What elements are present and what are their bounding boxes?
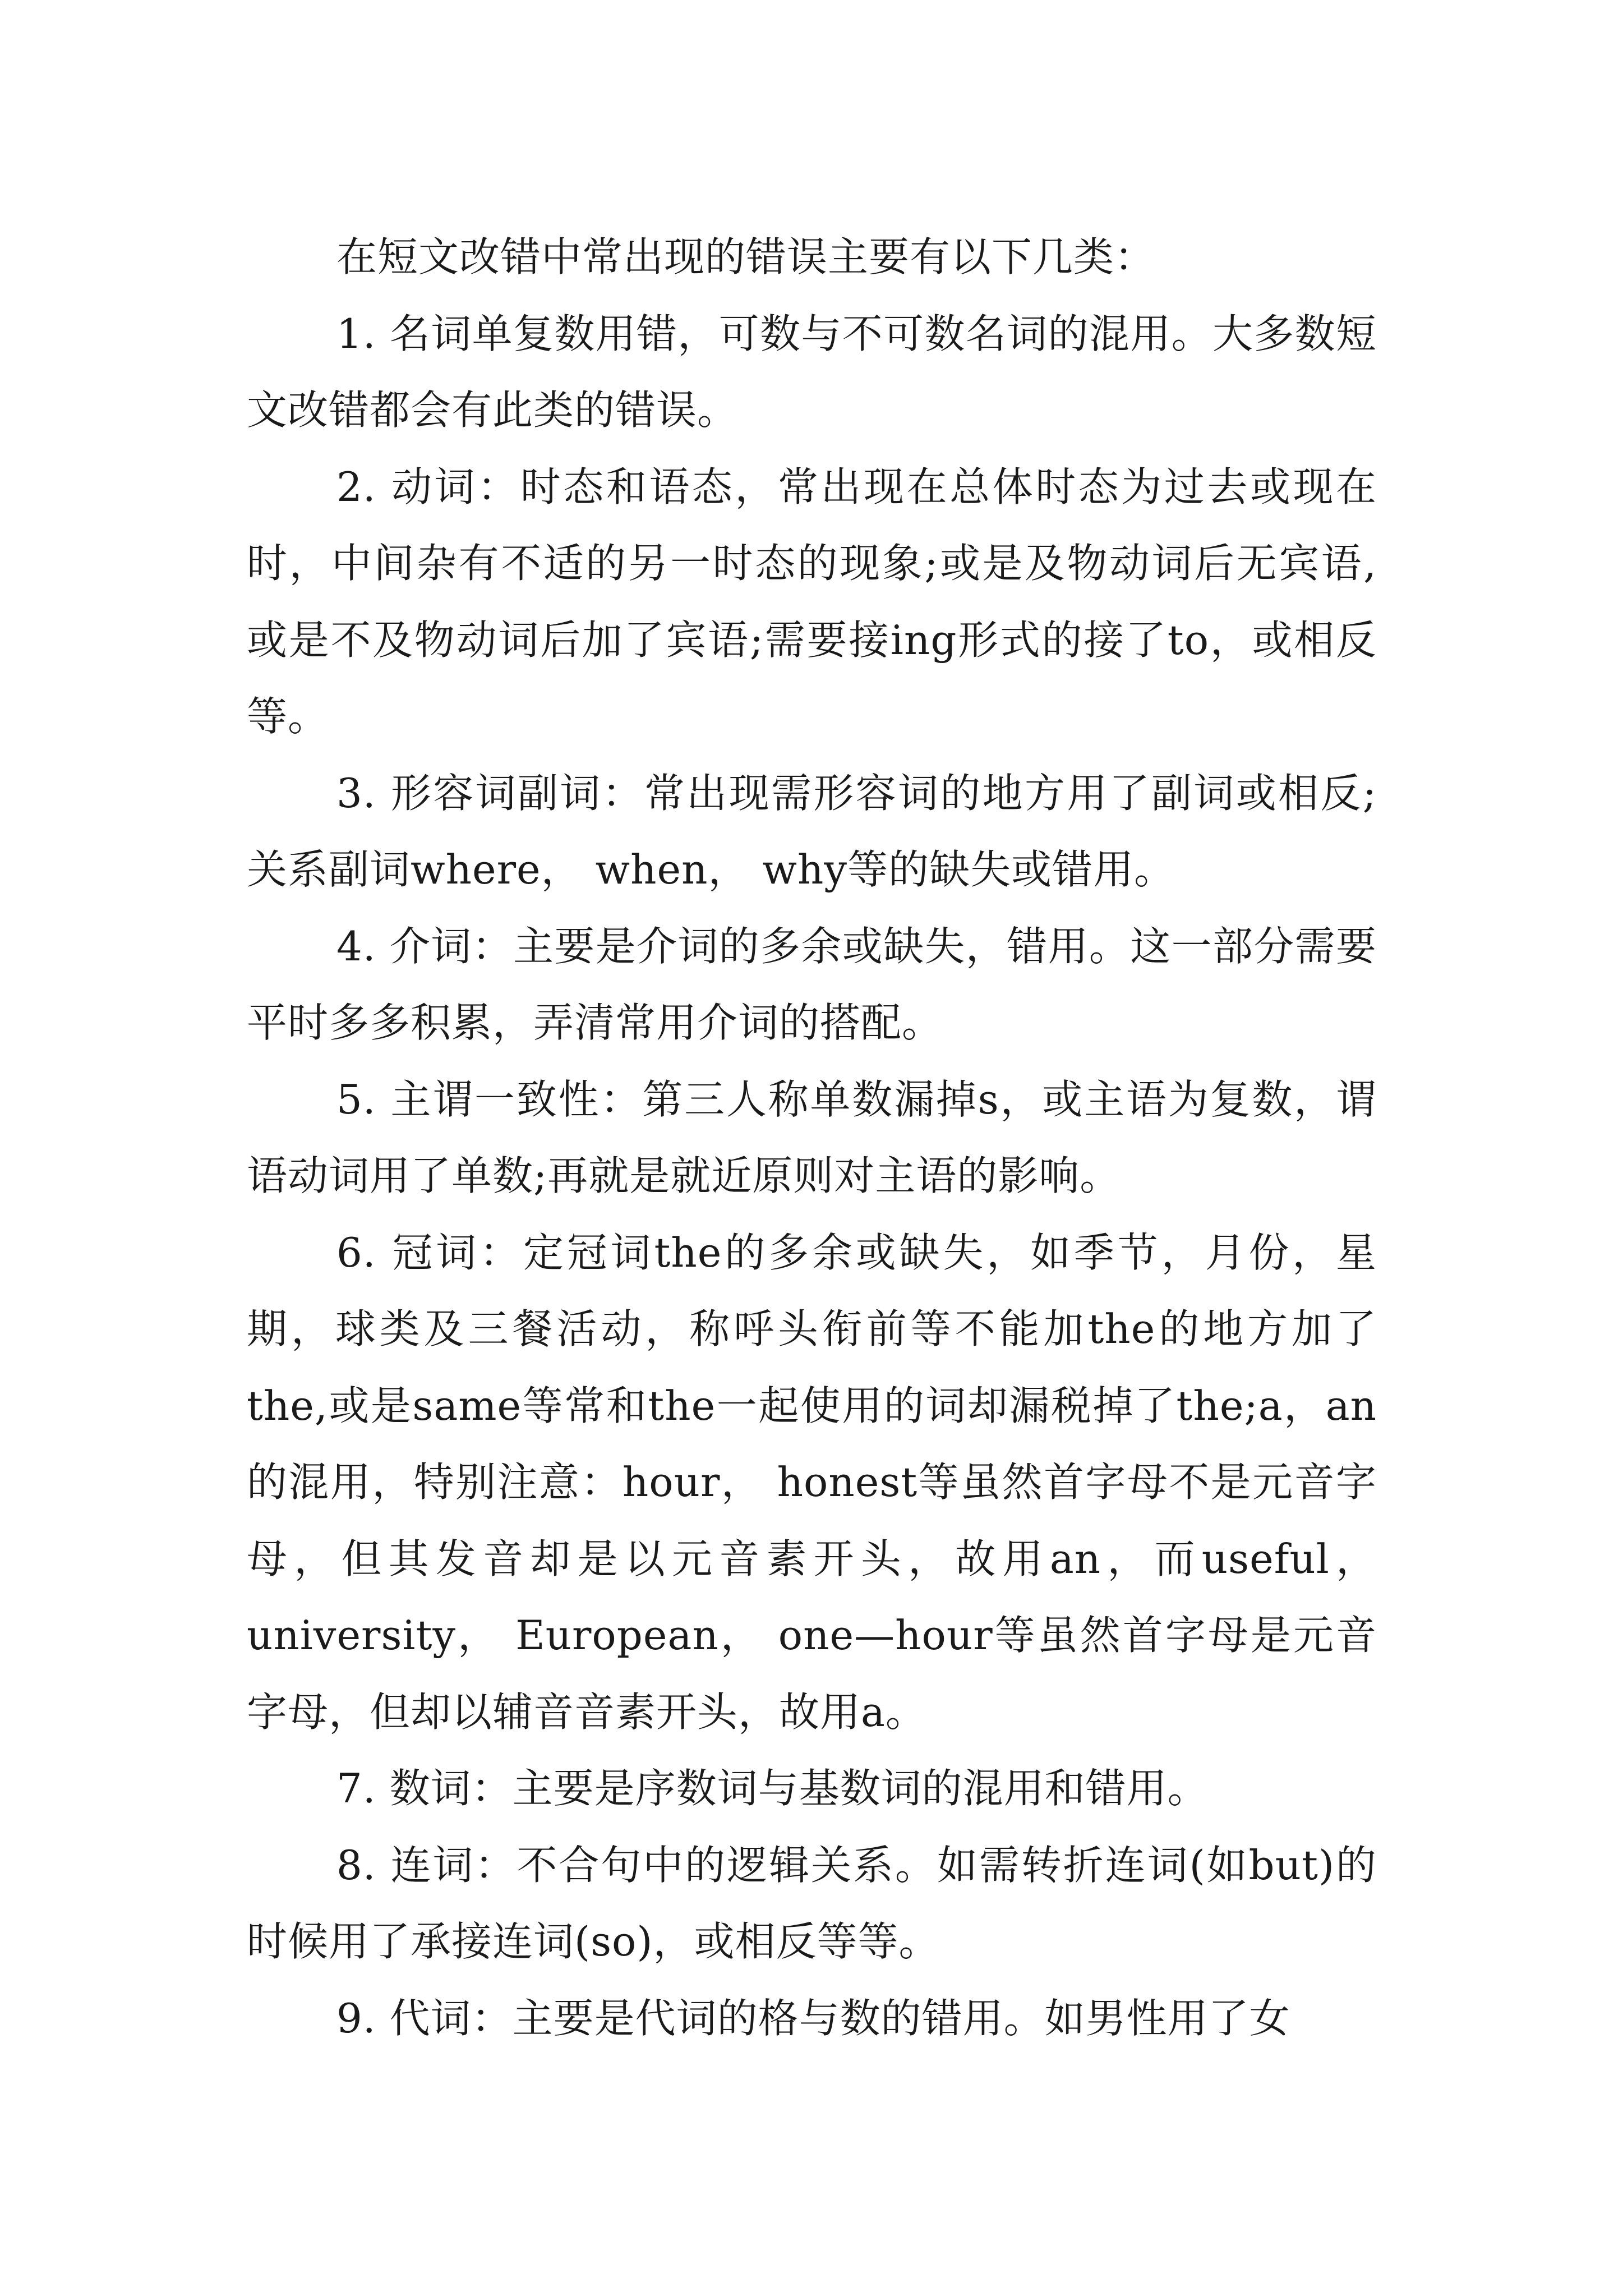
paragraph-8-conjunctions: 8. 连词：不合句中的逻辑关系。如需转折连词(如but)的时候用了承接连词(so)，或相反等等。 — [247, 1841, 1377, 1965]
intro-paragraph: 在短文改错中常出现的错误主要有以下几类： — [336, 233, 1156, 280]
paragraph-1-nouns: 1. 名词单复数用错，可数与不可数名词的混用。大多数短文改错都会有此类的错误。 — [247, 310, 1377, 434]
paragraph-6-articles: 6. 冠词：定冠词the的多余或缺失，如季节，月份，星期，球类及三餐活动，称呼头衔前等不能加the的地方加了the,或是same等常和the一起使用的词却漏税掉了the;a，an的混用，特别注意：hour， honest等虽然首字母不是元音字母，但其发音却是以元音素开头，故用an，而useful，university， European， one—hour等虽然首字母是元音字母，但却以辅音音素开头，故用a。 — [247, 1228, 1377, 1736]
paragraph-3-adjectives-adverbs: 3. 形容词副词：常出现需形容词的地方用了副词或相反;关系副词where， when， why等的缺失或错用。 — [247, 769, 1377, 893]
paragraph-2-verbs: 2. 动词：时态和语态，常出现在总体时态为过去或现在时，中间杂有不适的另一时态的现象;或是及物动词后无宾语,或是不及物动词后加了宾语;需要接ing形式的接了to，或相反等。 — [247, 463, 1377, 740]
paragraph-7-numerals: 7. 数词：主要是序数词与基数词的混用和错用。 — [336, 1765, 1209, 1812]
paragraph-9-pronouns: 9. 代词：主要是代词的格与数的错用。如男性用了女 — [336, 1994, 1290, 2042]
document-body — [247, 219, 1377, 2056]
paragraph-4-prepositions: 4. 介词：主要是介词的多余或缺失，错用。这一部分需要平时多多积累，弄清常用介词的搭配。 — [247, 922, 1377, 1046]
paragraph-5-agreement: 5. 主谓一致性：第三人称单数漏掉s，或主语为复数，谓语动词用了单数;再就是就近原则对主语的影响。 — [247, 1075, 1377, 1199]
